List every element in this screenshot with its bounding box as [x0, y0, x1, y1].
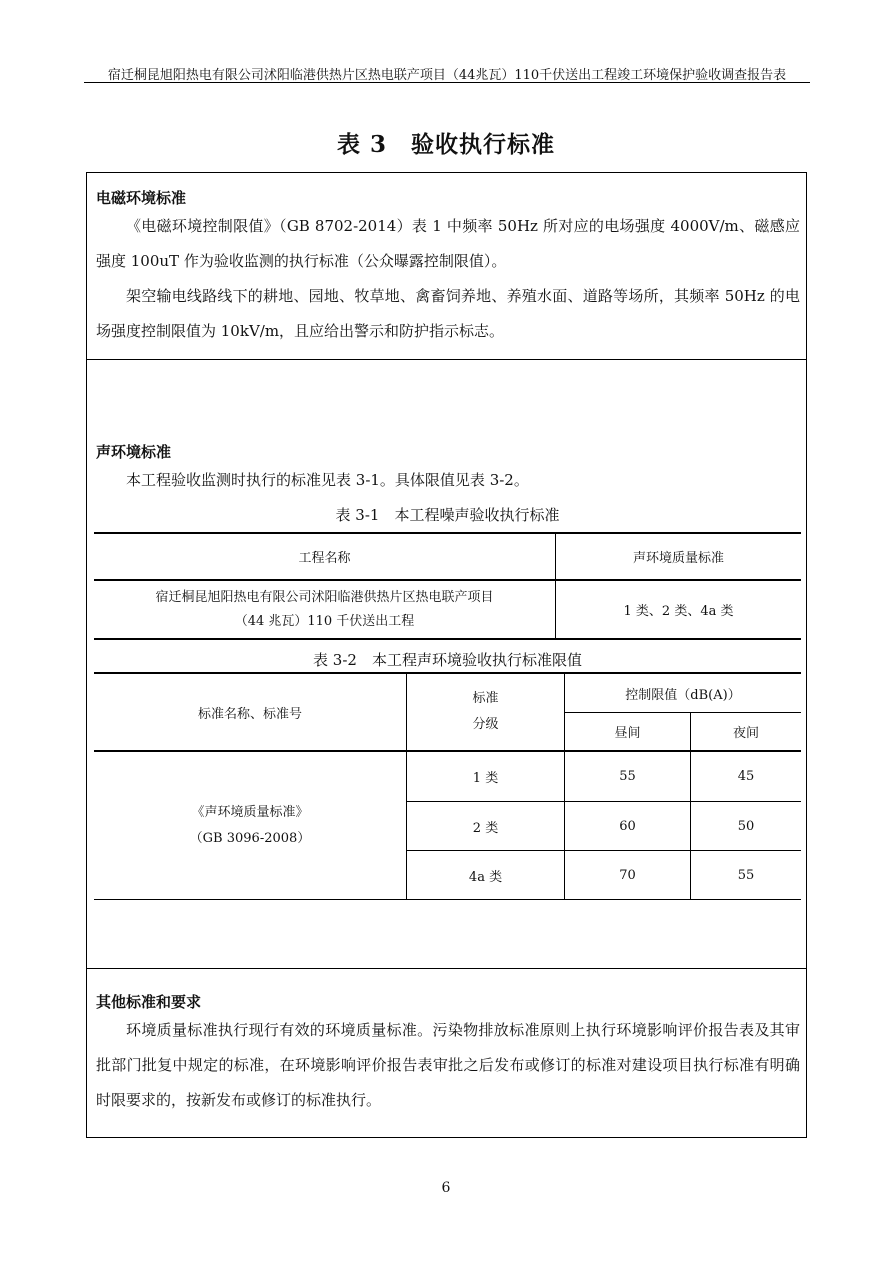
grade-cell: 4a 类 [407, 851, 565, 900]
project-name-cell [94, 580, 556, 639]
col-standard-name: 标准名称、标准号 [94, 673, 407, 751]
project-name-line-2: （44 兆瓦）110 千伏送出工程 [234, 613, 415, 629]
night-limit-cell: 55 [691, 851, 802, 900]
standard-name-line-2: （GB 3096-2008） [189, 830, 311, 846]
standard-name-line-1: 《声环境质量标准》 [191, 804, 309, 820]
table-header-row [94, 673, 801, 713]
col-grade-line-1: 标准 [472, 691, 499, 706]
night-limit-cell: 45 [691, 751, 802, 802]
page-title: 表 3 验收执行标准 [336, 131, 555, 158]
table-header-row [94, 533, 801, 580]
noise-intro: 本工程验收监测时执行的标准见表 3-1。具体限值见表 3-2。 [126, 471, 529, 489]
table-row [94, 751, 801, 802]
standard-name-cell [94, 751, 407, 900]
table-3-1 [94, 532, 801, 640]
col-daytime: 昼间 [565, 713, 691, 752]
col-project-name: 工程名称 [94, 533, 556, 580]
table-3-1-caption: 表 3-1 本工程噪声验收执行标准 [335, 506, 560, 524]
grade-cell: 2 类 [407, 802, 565, 851]
table-3-2-caption: 表 3-2 本工程声环境验收执行标准限值 [313, 651, 582, 669]
noise-section-heading: 声环境标准 [96, 443, 172, 461]
day-limit-cell: 70 [565, 851, 691, 900]
table-3-2 [94, 672, 801, 900]
col-grade-line-2: 分级 [472, 717, 499, 732]
other-section-heading: 其他标准和要求 [96, 993, 202, 1011]
em-section-heading: 电磁环境标准 [96, 189, 187, 207]
grade-cell: 1 类 [407, 751, 565, 802]
col-control-limit: 控制限值（dB(A)） [565, 673, 802, 713]
noise-standard-section [86, 359, 807, 969]
header-rule [84, 82, 810, 83]
day-limit-cell: 60 [565, 802, 691, 851]
report-header: 宿迁桐昆旭阳热电有限公司沭阳临港供热片区热电联产项目（44兆瓦）110千伏送出工程竣工环境保护验收调查报告表 [107, 68, 787, 83]
project-name-line-1: 宿迁桐昆旭阳热电有限公司沭阳临港供热片区热电联产项目 [155, 589, 494, 605]
em-standard-section [86, 172, 807, 360]
page-number: 6 [441, 1180, 451, 1196]
col-sound-standard: 声环境质量标准 [556, 533, 802, 580]
standard-class-cell: 1 类、2 类、4a 类 [556, 580, 802, 639]
em-paragraph-2: 架空输电线路线下的耕地、园地、牧草地、禽畜饲养地、养殖水面、道路等场所，其频率 50Hz 的电场强度控制限值为 10kV/m，且应给出警示和防护指示标志。 [96, 287, 800, 340]
col-nighttime: 夜间 [691, 713, 802, 752]
other-standard-section [86, 968, 807, 1138]
day-limit-cell: 55 [565, 751, 691, 802]
table-row [94, 580, 801, 639]
night-limit-cell: 50 [691, 802, 802, 851]
other-paragraph: 环境质量标准执行现行有效的环境质量标准。污染物排放标准原则上执行环境影响评价报告表及其审批部门批复中规定的标准，在环境影响评价报告表审批之后发布或修订的标准对建设项目执行标准有明确时限要求的，按新发布或修订的标准执行。 [96, 1021, 800, 1109]
em-paragraph-1: 《电磁环境控制限值》（GB 8702-2014）表 1 中频率 50Hz 所对应的电场强度 4000V/m、磁感应强度 100uT 作为验收监测的执行标准（公众曝露控制限值）。 [96, 217, 800, 270]
col-standard-grade [407, 673, 565, 751]
